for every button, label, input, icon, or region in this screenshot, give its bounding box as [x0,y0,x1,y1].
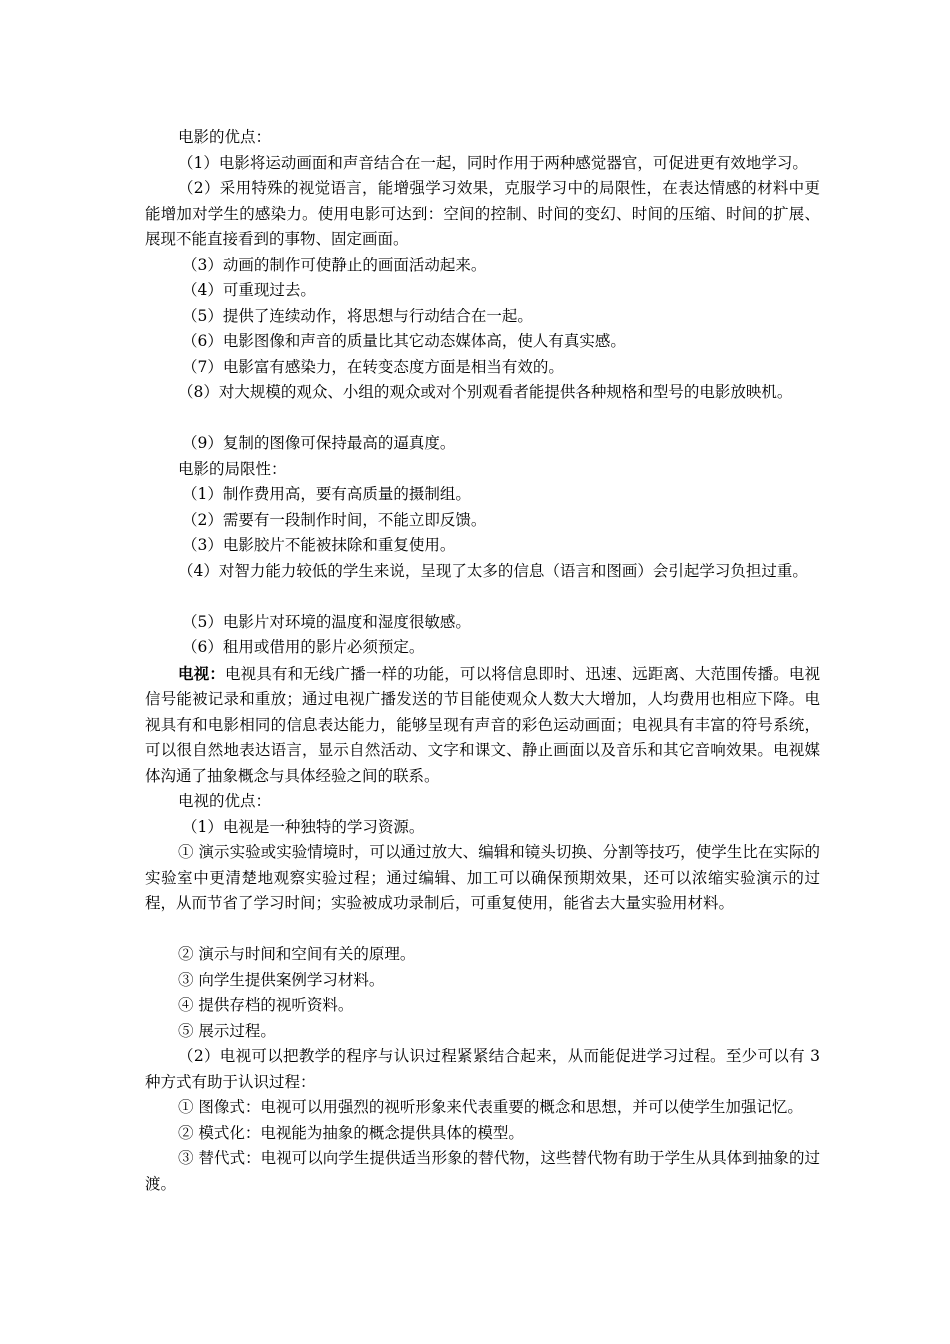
tv-lead-term: 电视： [178,663,225,683]
blank-line [145,406,820,432]
film-advantages-heading: 电影的优点： [178,128,272,146]
film-advantage-9: （9）复制的图像可保持最高的逼真度。 [182,434,456,452]
film-advantage-2: （2）采用特殊的视觉语言，能增强学习效果，克服学习中的局限性，在表达情感的材料中更能增加对学生的感染力。使用电影可达到：空间的控制、时间的变幻、时间的压缩、时间的扩展、展现不能直接看到的事物、固定画面。 [145,179,820,248]
film-advantage-5: （5）提供了连续动作，将思想与行动结合在一起。 [182,306,533,325]
film-limitation-5: （5）电影片对环境的温度和湿度很敏感。 [182,612,471,631]
blank-line [145,917,820,943]
film-advantage-8: （8）对大规模的观众、小组的观众或对个别观看者能提供各种规格和型号的电影放映机。 [178,383,793,401]
film-limitation-6: （6）租用或借用的影片必须预定。 [182,638,425,656]
tv-advantage-2-item-3: ③ 替代式：电视可以向学生提供适当形象的替代物，这些替代物有助于学生从具体到抽象的过渡。 [145,1149,820,1193]
tv-intro-text: 电视具有和无线广播一样的功能，可以将信息即时、迅速、远距离、大范围传播。电视信号能被记录和重放；通过电视广播发送的节目能使观众人数大大增加，人均费用也相应下降。电视具有和电影相同的信息表达能力，能够呈现有声音的彩色运动画面；电视具有丰富的符号系统，可以很自然地表达语言，显示自然活动、文字和课文、静止画面以及音乐和其它音响效果。电视媒体沟通了抽象概念与具体经验之间的联系。 [145,664,820,785]
tv-advantage-2-item-2: ② 模式化：电视能为抽象的概念提供具体的模型。 [178,1123,524,1142]
film-advantage-7: （7）电影富有感染力，在转变态度方面是相当有效的。 [182,357,564,376]
tv-advantage-1: （1）电视是一种独特的学习资源。 [182,817,425,836]
tv-advantage-1-item-4: ④ 提供存档的视听资料。 [178,996,354,1014]
film-limitation-4: （4）对智力能力较低的学生来说，呈现了太多的信息（语言和图画）会引起学习负担过重。 [178,561,808,580]
film-limitation-2: （2）需要有一段制作时间，不能立即反馈。 [182,510,487,529]
tv-advantage-1-item-3: ③ 向学生提供案例学习材料。 [178,970,385,989]
film-limitation-1: （1）制作费用高，要有高质量的摄制组。 [182,485,471,503]
tv-intro-paragraph [145,661,820,790]
tv-advantage-1-item-2: ② 演示与时间和空间有关的原理。 [178,945,416,963]
film-limitations-heading: 电影的局限性： [178,459,287,478]
blank-line [145,584,820,610]
film-advantage-3: （3）动画的制作可使静止的画面活动起来。 [182,255,487,274]
film-advantage-1: （1）电影将运动画面和声音结合在一起，同时作用于两种感觉器官，可促进更有效地学习。 [178,153,808,172]
tv-advantage-1-item-5: ⑤ 展示过程。 [178,1021,276,1040]
film-limitation-3: （3）电影胶片不能被抹除和重复使用。 [182,536,456,554]
tv-advantage-1-item-1: ① 演示实验或实验情境时，可以通过放大、编辑和镜头切换、分割等技巧，使学生比在实际的实验室中更清楚地观察实验过程；通过编辑、加工可以确保预期效果，还可以浓缩实验演示的过程，从而节省了学习时间；实验被成功录制后，可重复使用，能省去大量实验用材料。 [145,843,820,912]
tv-advantage-2: （2）电视可以把教学的程序与认识过程紧紧结合起来，从而能促进学习过程。至少可以有 3 种方式有助于认识过程： [145,1047,820,1091]
tv-advantage-2-item-1: ① 图像式：电视可以用强烈的视听形象来代表重要的概念和思想，并可以使学生加强记忆。 [178,1098,803,1116]
film-advantage-6: （6）电影图像和声音的质量比其它动态媒体高，使人有真实感。 [182,332,626,350]
document-body [145,125,820,1197]
film-advantage-4: （4）可重现过去。 [182,281,316,299]
tv-advantages-heading: 电视的优点： [178,792,272,810]
